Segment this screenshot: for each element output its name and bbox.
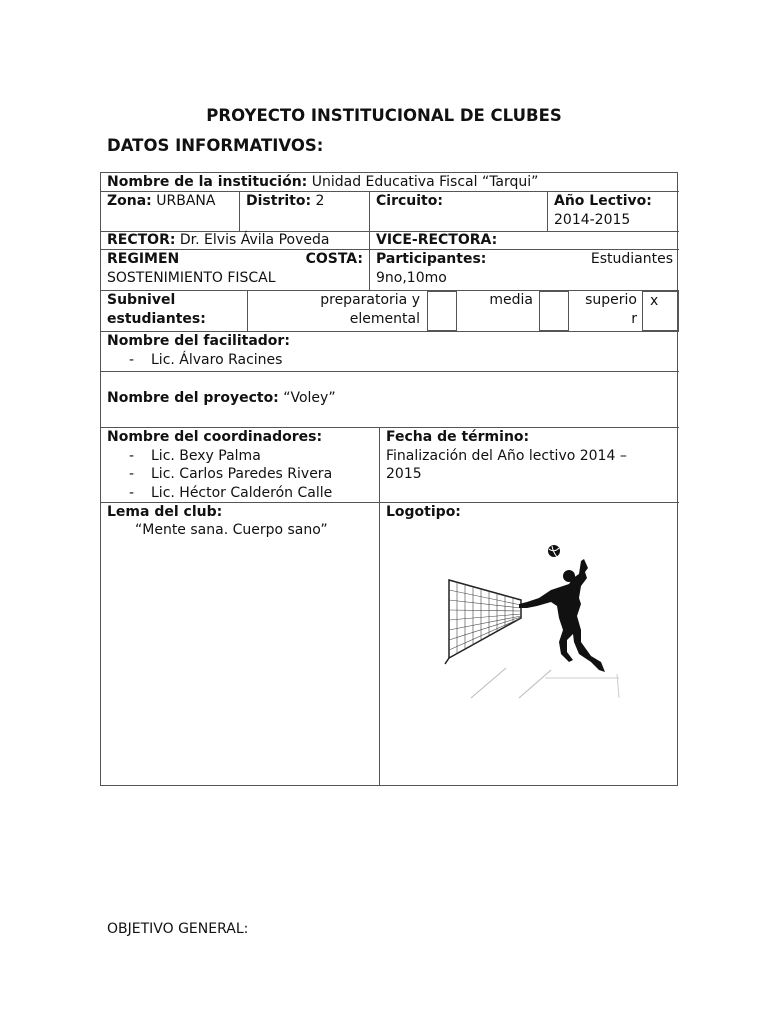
- distrito-label: Distrito:: [246, 193, 312, 209]
- fecha-value-1: Finalización del Año lectivo 2014 –: [386, 447, 627, 464]
- participantes-cell: [370, 250, 679, 287]
- lema-label: Lema del club:: [107, 504, 223, 520]
- zona-cell: [101, 192, 239, 211]
- coordinador-item: - Lic. Héctor Calderón Calle: [129, 485, 333, 501]
- rector-value: Dr. Elvis Ávila Poveda: [179, 232, 330, 248]
- subnivel-label: Subnivel estudiantes:: [107, 292, 206, 327]
- document-title: PROYECTO INSTITUCIONAL DE CLUBES: [206, 106, 562, 125]
- participantes-value-1: Estudiantes: [590, 251, 673, 267]
- checkbox-mark: x: [650, 293, 659, 309]
- lema-value: “Mente sana. Cuerpo sano”: [135, 522, 328, 538]
- institution-label: Nombre de la institución:: [107, 174, 308, 190]
- anio-label: Año Lectivo:: [554, 193, 652, 209]
- regimen-label: REGIMEN: [107, 251, 180, 267]
- fecha-label: Fecha de término:: [386, 429, 530, 445]
- distrito-value: 2: [315, 193, 325, 209]
- subnivel-option-media: media: [489, 292, 533, 308]
- participantes-value-2: 9no,10mo: [376, 269, 447, 286]
- facilitador-label: Nombre del facilitador:: [107, 333, 290, 349]
- anio-cell: [548, 192, 679, 229]
- vicerectora-label: VICE-RECTORA:: [376, 232, 498, 248]
- institution-value: Unidad Educativa Fiscal “Tarqui”: [311, 174, 539, 190]
- volleyball-player-icon: [441, 538, 631, 728]
- coordinador-item: - Lic. Bexy Palma: [129, 448, 261, 464]
- subnivel-option-superior: superio r: [585, 292, 637, 327]
- zona-value: URBANA: [156, 193, 216, 209]
- zona-label: Zona:: [107, 193, 152, 209]
- anio-value: 2014-2015: [554, 211, 631, 228]
- distrito-cell: [240, 192, 369, 211]
- rector-label: RECTOR:: [107, 232, 176, 248]
- proyecto-value: “Voley”: [283, 390, 336, 406]
- fecha-cell: [380, 428, 679, 484]
- subnivel-option-preparatoria: preparatoria y elemental: [320, 292, 420, 327]
- regimen-cell: [101, 250, 369, 287]
- info-table: [100, 172, 678, 786]
- institution-row: [101, 173, 679, 192]
- checkbox-preparatoria[interactable]: [427, 291, 457, 331]
- proyecto-cell: [101, 389, 679, 408]
- participantes-label: Participantes:: [376, 251, 487, 267]
- fecha-value-2: 2015: [386, 466, 422, 482]
- logotipo-label: Logotipo:: [386, 504, 461, 520]
- facilitador-item: - Lic. Álvaro Racines: [129, 352, 283, 368]
- regimen-value: SOSTENIMIENTO FISCAL: [107, 269, 276, 286]
- circuito-label: Circuito:: [376, 193, 443, 209]
- costa-label: COSTA:: [305, 251, 363, 267]
- checkbox-media[interactable]: [539, 291, 569, 331]
- coordinador-item: - Lic. Carlos Paredes Rivera: [129, 466, 333, 482]
- coordinadores-label: Nombre del coordinadores:: [107, 429, 323, 445]
- proyecto-label: Nombre del proyecto:: [107, 390, 279, 406]
- checkbox-superior[interactable]: [642, 291, 679, 331]
- rector-cell: [101, 231, 369, 250]
- section-title: DATOS INFORMATIVOS:: [107, 136, 324, 155]
- objetivo-heading: OBJETIVO GENERAL:: [107, 921, 249, 937]
